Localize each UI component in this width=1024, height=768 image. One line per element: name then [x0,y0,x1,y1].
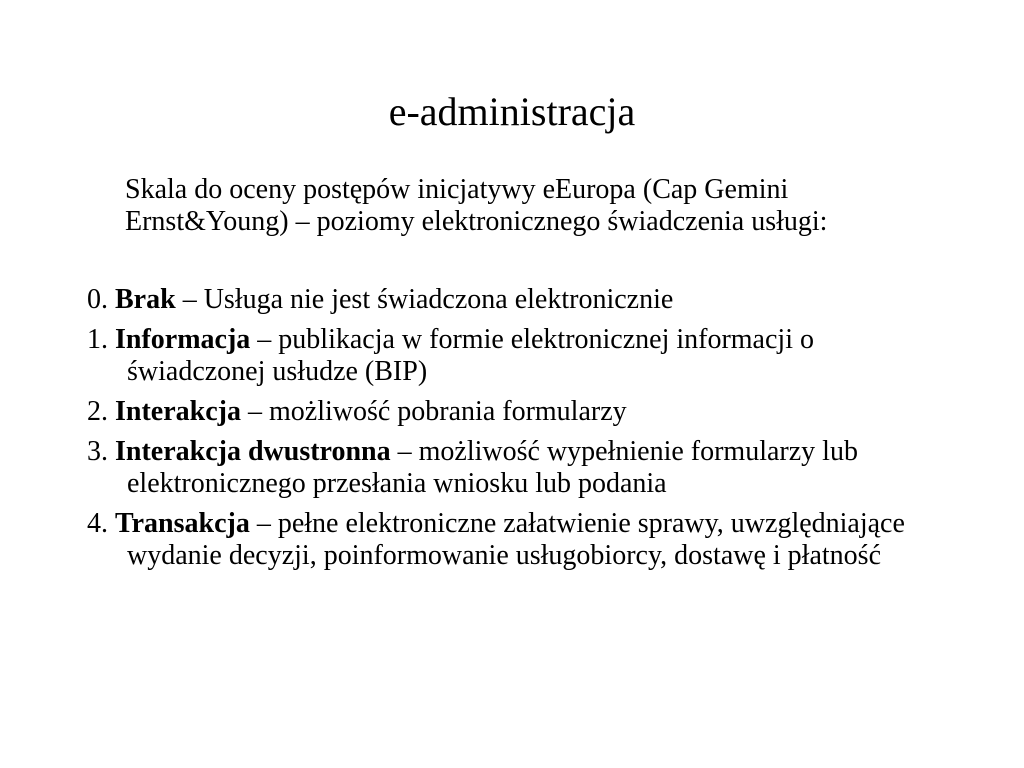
item-number: 2. [87,396,108,427]
list-item-level-0 [87,284,947,316]
item-term: Interakcja [115,396,241,427]
list-item-level-3 [87,436,947,500]
list-item-level-1 [87,324,947,388]
slide-title: e-administracja [388,89,636,134]
list-item-level-4 [87,508,947,572]
level-list [87,284,947,580]
item-description: – publikacja w formie elektronicznej informacji o świadczonej usłudze (BIP) [127,324,814,387]
item-number: 0. [87,284,108,315]
list-item-level-2 [87,396,947,428]
item-term: Brak [115,284,176,315]
item-term: Interakcja dwustronna [115,436,391,467]
intro-paragraph: Skala do oceny postępów inicjatywy eEuropa (Cap Gemini Ernst&Young) – poziomy elektronicznego świadczenia usługi: [125,174,828,237]
item-description: – możliwość pobrania formularzy [247,396,627,427]
item-description: – możliwość wypełnienie formularzy lub elektronicznego przesłania wniosku lub podania [127,436,858,499]
item-description: – Usługa nie jest świadczona elektronicznie [182,284,674,315]
item-term: Transakcja [115,508,250,539]
item-number: 3. [87,436,108,467]
item-term: Informacja [115,324,251,355]
item-number: 4. [87,508,108,539]
item-description: – pełne elektroniczne załatwienie sprawy, uwzględniające wydanie decyzji, poinformowanie usługobiorcy, dostawę i płatność [127,508,905,571]
item-number: 1. [87,324,108,355]
